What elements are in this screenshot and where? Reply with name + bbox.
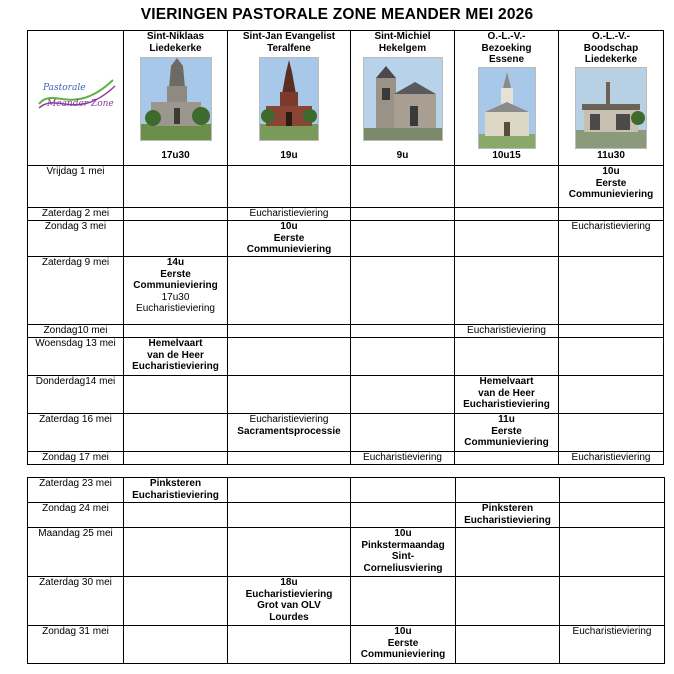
service-cell: [559, 452, 664, 465]
parish-time: 11u30: [597, 149, 625, 161]
schedule-row: [28, 208, 664, 221]
service-cell: [560, 478, 665, 503]
parish-name-line2: Teralfene: [267, 42, 311, 54]
service-cell: [456, 503, 560, 528]
church-sint-jan-icon: [259, 57, 319, 141]
day-label: Zaterdag 9 mei: [28, 257, 124, 325]
day-label: Zondag 17 mei: [28, 452, 124, 465]
day-label: Woensdag 13 mei: [28, 338, 124, 376]
service-text-bold: Eerste: [273, 232, 305, 244]
service-text-bold: Communieviering: [133, 280, 218, 291]
day-label: Zondag 24 mei: [28, 503, 124, 528]
day-label: Zaterdag 23 mei: [28, 478, 124, 503]
service-text: Eucharistieviering: [571, 221, 651, 232]
church-sint-michiel-icon: [363, 57, 443, 141]
service-text-bold: Eerste: [160, 268, 191, 280]
schedule-row: [28, 452, 664, 465]
service-text-bold: 10u: [280, 221, 298, 232]
service-cell: [228, 626, 351, 664]
parish-name-line3: Liedekerke: [584, 54, 638, 65]
service-text-bold: Eerste: [387, 637, 419, 649]
parish-header-2: [351, 31, 455, 166]
service-cell: [560, 503, 665, 528]
day-label: Vrijdag 1 mei: [28, 166, 124, 208]
parish-name-line1: Sint-Jan Evangelist: [242, 31, 336, 42]
service-text: Eucharistieviering: [249, 208, 329, 219]
service-cell: [124, 478, 228, 503]
service-text-bold: Corneliusviering: [363, 562, 443, 574]
service-text-bold: Eucharistieviering: [464, 514, 551, 526]
service-text-bold: Pinksteren: [481, 503, 534, 514]
service-cell: [228, 376, 351, 414]
service-cell: [124, 257, 228, 325]
header-row: [28, 31, 664, 166]
service-text-bold: 10u: [394, 626, 412, 637]
service-cell: [124, 376, 228, 414]
service-cell: [228, 452, 351, 465]
service-cell: [124, 208, 228, 221]
parish-name-line1: O.-L.-V.-: [487, 31, 526, 42]
service-cell: [560, 577, 665, 626]
service-cell: [560, 528, 665, 577]
parish-name-line3: Essene: [488, 54, 525, 65]
service-cell: [559, 208, 664, 221]
service-text-bold: Eucharistieviering: [245, 588, 333, 600]
service-cell: [455, 221, 559, 257]
service-cell: [124, 325, 228, 338]
service-cell: [351, 376, 455, 414]
service-cell: [228, 325, 351, 338]
service-cell: [351, 257, 455, 325]
parish-name-line1: Sint-Niklaas: [146, 31, 205, 42]
service-cell: [228, 208, 351, 221]
service-cell: [351, 626, 456, 664]
day-label: Zaterdag 16 mei: [28, 414, 124, 452]
church-olv-boodschap-icon: [575, 67, 647, 149]
service-cell: [456, 626, 560, 664]
day-label: Maandag 25 mei: [28, 528, 124, 577]
service-cell: [351, 414, 455, 452]
parish-name-line2: Boodschap: [583, 42, 639, 54]
schedule-row: [28, 478, 665, 503]
service-text: Eucharistieviering: [363, 452, 442, 463]
schedule-row: [28, 503, 665, 528]
parish-time: 10u15: [492, 149, 521, 161]
schedule-row: [28, 577, 665, 626]
service-cell: [124, 452, 228, 465]
parish-name-line2: Hekelgem: [378, 42, 427, 54]
schedule-row: [28, 338, 664, 376]
service-cell: [228, 503, 351, 528]
service-text-bold: Pinkstermaandag: [361, 539, 445, 551]
service-cell: [456, 478, 560, 503]
service-cell: [559, 166, 664, 208]
service-cell: [559, 376, 664, 414]
service-text-bold: Pinksteren: [149, 478, 202, 489]
service-cell: [228, 478, 351, 503]
service-cell: [351, 208, 455, 221]
service-text-bold: Communieviering: [568, 189, 654, 200]
service-text-bold: Lourdes: [269, 611, 309, 623]
service-cell: [351, 577, 456, 626]
service-text-bold: van de Heer: [478, 387, 535, 399]
service-text: Eucharistieviering: [136, 303, 215, 314]
service-cell: [559, 414, 664, 452]
service-cell: [455, 325, 559, 338]
schedule-table-second-half: [27, 477, 665, 664]
service-cell: [351, 478, 456, 503]
service-cell: [456, 528, 560, 577]
service-cell: [351, 221, 455, 257]
service-cell: [228, 338, 351, 376]
day-label: Zondag 31 mei: [28, 626, 124, 664]
service-cell: [351, 166, 455, 208]
service-cell: [559, 257, 664, 325]
service-text-bold: Communieviering: [464, 437, 549, 448]
service-text-bold: Eucharistieviering: [132, 489, 219, 501]
logo-text-bottom: Meander Zone: [46, 99, 114, 110]
service-cell: [228, 414, 351, 452]
service-text-bold: Sint-: [391, 551, 415, 562]
service-cell: [228, 221, 351, 257]
service-text-bold: Sacramentsprocessie: [237, 425, 341, 437]
parish-name-line1: Sint-Michiel: [374, 31, 431, 42]
church-sint-niklaas-icon: [140, 57, 212, 141]
service-text-bold: Eerste: [491, 425, 522, 437]
service-cell: [228, 577, 351, 626]
service-cell: [351, 452, 455, 465]
service-cell: [124, 221, 228, 257]
parish-time: 19u: [280, 149, 298, 161]
service-text-bold: Eucharistieviering: [463, 399, 550, 410]
parish-time: 17u30: [161, 149, 190, 161]
schedule-body-first-half: [28, 166, 664, 465]
parish-name-line2: Bezoeking: [481, 42, 532, 54]
parish-name-line1: O.-L.-V.-: [592, 31, 630, 42]
service-text-bold: 14u: [166, 257, 185, 268]
schedule-table-first-half: [27, 30, 664, 465]
service-text: Eucharistieviering: [572, 626, 652, 637]
service-cell: [455, 166, 559, 208]
service-text-bold: 10u: [394, 528, 412, 539]
schedule-row: [28, 414, 664, 452]
schedule-row: [28, 221, 664, 257]
service-cell: [455, 257, 559, 325]
logo-text-top: Pastorale: [42, 83, 86, 94]
service-cell: [124, 528, 228, 577]
schedule-row: [28, 166, 664, 208]
service-cell: [559, 338, 664, 376]
service-text-bold: Hemelvaart: [479, 376, 534, 387]
service-text-bold: Eerste: [595, 177, 627, 189]
service-text: Eucharistieviering: [571, 452, 651, 463]
service-cell: [455, 414, 559, 452]
day-label: Zaterdag 2 mei: [28, 208, 124, 221]
service-text-bold: Communieviering: [360, 649, 446, 660]
parish-header-4: [559, 31, 664, 166]
service-cell: [455, 376, 559, 414]
service-cell: [559, 325, 664, 338]
schedule-row: [28, 626, 665, 664]
service-text: Eucharistieviering: [249, 414, 329, 425]
parish-time: 9u: [396, 149, 409, 161]
day-label: Zondag 3 mei: [28, 221, 124, 257]
service-cell: [124, 626, 228, 664]
service-text-bold: Grot van OLV: [257, 600, 321, 611]
service-cell: [351, 338, 455, 376]
service-cell: [228, 528, 351, 577]
service-text: 17u30: [161, 291, 190, 303]
service-text: Eucharistieviering: [467, 325, 546, 336]
service-cell: [456, 577, 560, 626]
day-label: Zaterdag 30 mei: [28, 577, 124, 626]
schedule-row: [28, 325, 664, 338]
schedule-row: [28, 376, 664, 414]
parish-header-1: [228, 31, 351, 166]
service-cell: [124, 414, 228, 452]
page-title: VIERINGEN PASTORALE ZONE MEANDER MEI 2026: [140, 6, 534, 23]
service-cell: [559, 221, 664, 257]
service-cell: [124, 503, 228, 528]
service-cell: [455, 208, 559, 221]
logo-cell: [28, 31, 124, 166]
day-label: Zondag10 mei: [28, 325, 124, 338]
service-cell: [351, 528, 456, 577]
service-cell: [124, 166, 228, 208]
service-cell: [351, 325, 455, 338]
service-cell: [124, 338, 228, 376]
service-text-bold: 11u: [498, 414, 515, 425]
service-cell: [455, 452, 559, 465]
day-label: Donderdag14 mei: [28, 376, 124, 414]
service-cell: [228, 257, 351, 325]
service-cell: [124, 577, 228, 626]
service-text-bold: Eucharistieviering: [132, 361, 219, 372]
service-text-bold: 18u: [280, 577, 298, 588]
service-cell: [228, 166, 351, 208]
schedule-row: [28, 257, 664, 325]
schedule-row: [28, 528, 665, 577]
service-text-bold: van de Heer: [147, 349, 204, 361]
schedule-body-second-half: [28, 478, 665, 664]
service-cell: [455, 338, 559, 376]
service-text-bold: 10u: [602, 166, 620, 177]
parish-header-0: [124, 31, 228, 166]
service-cell: [351, 503, 456, 528]
church-olv-bezoeking-icon: [478, 67, 536, 149]
service-text-bold: Hemelvaart: [148, 338, 203, 349]
parish-name-line2: Liedekerke: [149, 42, 202, 54]
service-cell: [560, 626, 665, 664]
service-text-bold: Communieviering: [246, 244, 332, 255]
parish-header-3: [455, 31, 559, 166]
pastorale-meander-zone-logo: [33, 66, 119, 126]
